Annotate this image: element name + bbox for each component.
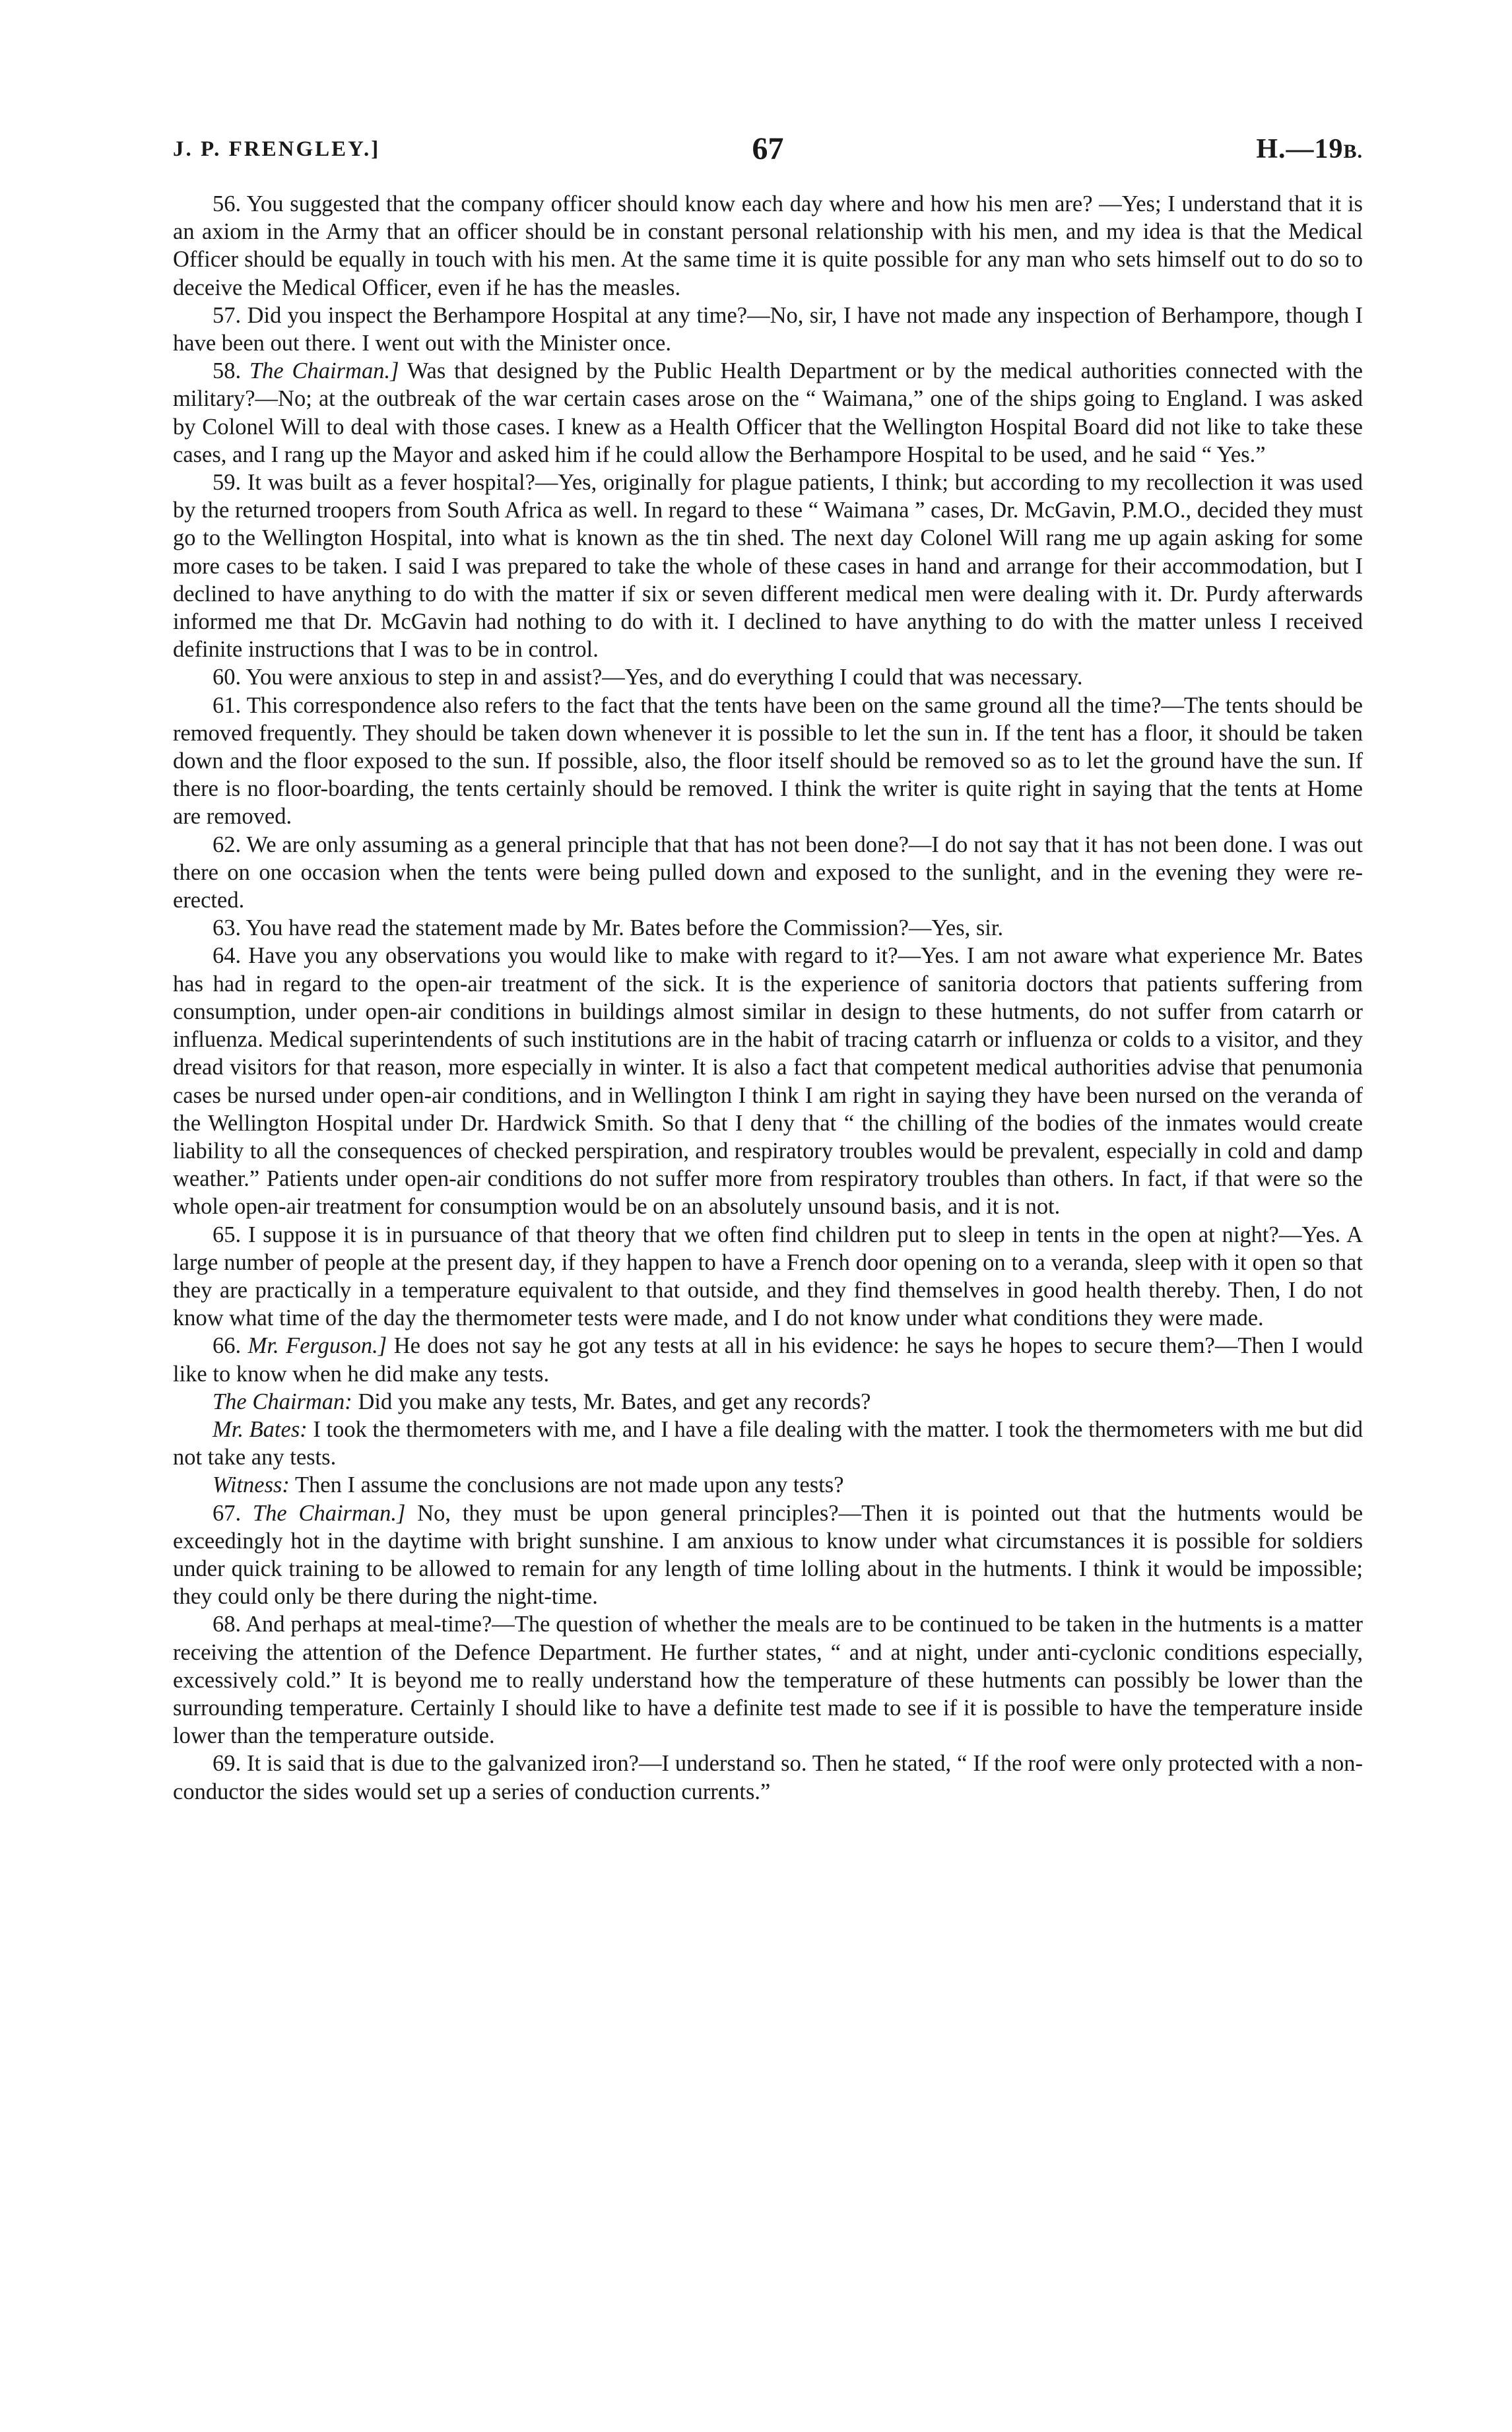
exchange-chairman — [173, 1388, 1363, 1416]
question-number: 69. — [213, 1751, 242, 1777]
paragraph-58 — [173, 357, 1363, 469]
speaker-label: Mr. Bates: — [213, 1416, 308, 1442]
question-number: 68. — [213, 1612, 242, 1637]
paragraph-67 — [173, 1499, 1363, 1611]
paragraph-text: No, they must be upon general principles?—Then it is pointed out that the hutments would be exceedingly hot in the daytime with bright sunshine. I am anxious to know under what circumstances it is possible for soldiers under quick training to be allowed to remain for any length of time lolling about in the hutments. I think it would be impossible; they could only be there during the night-time. — [173, 1500, 1364, 1610]
witness-name: J. P. FRENGLEY.] — [173, 137, 381, 161]
paragraph-text: Have you any observations you would like to make with regard to it?—Yes. I am not aware what experience Mr. Bates has had in regard to the open-air treatment of the sick. It is the experience of sanitoria doctors that patients suffering from consumption, under open-air conditions in buildings almost similar in design to these hutments, do not suffer from catarrh or influenza. Medical superintendents of such institutions are in the habit of tracing catarrh or influenza or colds to a visitor, and they dread visitors for that reason, more especially in winter. It is also a fact that competent medical authorities advise that penumonia cases be nursed under open-air conditions, and in Wellington I think I am right in saying they have been nursed on the veranda of the Wellington Hospital under Dr. Hardwick Smith. So that I deny that “ the chilling of the bodies of the inmates would create liability to all the consequences of checked perspiration, and respiratory troubles would be prevalent, especially in cold and damp weather.” Patients under open-air conditions do not suffer more from respiratory troubles than others. In fact, if that were so the whole open-air treatment for consumption would be on an absolutely unsound basis, and it is not. — [173, 943, 1364, 1220]
paragraph-text: Was that designed by the Public Health Department or by the medical authorities connected with the military?—No; at the outbreak of the war certain cases arose on the “ Waimana,” one of the ships going to England. I was asked by Colonel Will to deal with those cases. I knew as a Health Officer that the Wellington Hospital Board did not like to take these cases, and I rang up the Mayor and asked him if he could allow the Berhampore Hospital to be used, and he said “ Yes.” — [173, 358, 1363, 467]
question-number: 67. — [213, 1500, 242, 1526]
paragraph-64 — [173, 942, 1363, 1220]
paragraph-57 — [173, 302, 1363, 357]
speaker-label: Witness: — [213, 1472, 290, 1498]
question-number: 59. — [213, 470, 242, 496]
question-number: 63. — [213, 915, 242, 941]
paragraph-63 — [173, 914, 1363, 942]
exchange-bates — [173, 1416, 1363, 1471]
document-reference-main: H.—19 — [1256, 134, 1344, 164]
paragraph-text: Did you make any tests, Mr. Bates, and get any records? — [358, 1389, 871, 1414]
paragraph-text: You have read the statement made by Mr. Bates before the Commission?—Yes, sir. — [246, 915, 1004, 941]
paragraph-60 — [173, 663, 1363, 691]
paragraph-69 — [173, 1750, 1363, 1805]
question-number: 64. — [213, 943, 242, 969]
question-number: 62. — [213, 832, 242, 857]
paragraph-68 — [173, 1610, 1363, 1750]
paragraph-text: Did you inspect the Berhampore Hospital at any time?—No, sir, I have not made any inspection of Berhampore, though I have been out there. I went out with the Minister once. — [173, 302, 1364, 356]
paragraph-65 — [173, 1221, 1363, 1332]
paragraph-text: I took the thermometers with me, and I have a file dealing with the matter. I took the thermometers with me but did not take any tests. — [173, 1416, 1364, 1470]
speaker-label: The Chairman: — [213, 1389, 352, 1414]
question-number: 61. — [213, 692, 242, 718]
question-number: 60. — [213, 665, 242, 690]
paragraph-text: This correspondence also refers to the fact that the tents have been on the same ground all the time?—The tents should be removed frequently. They should be taken down whenever it is possible to let the sun in. If the tent has a floor, it should be taken down and the floor exposed to the sun. If possible, also, the floor itself should be removed so as to let the ground have the sun. If there is no floor-boarding, the tents certainly should be removed. I think the writer is quite right in saying that the tents at Home are removed. — [173, 692, 1363, 830]
paragraph-text: You suggested that the company officer should know each day where and how his men are? —Yes; I understand that it is an axiom in the Army that an officer should be in constant personal relationship with his men, and my idea is that the Medical Officer should be equally in touch with his men. At the same time it is quite possible for any man who sets himself out to do so to deceive the Medical Officer, even if he has the measles. — [173, 191, 1363, 300]
question-number: 56. — [213, 191, 242, 216]
paragraph-59 — [173, 469, 1363, 663]
paragraph-text: He does not say he got any tests at all in his evidence: he says he hopes to secure them?—Then I would like to know when he did make any tests. — [173, 1333, 1364, 1387]
paragraph-text: I suppose it is in pursuance of that theory that we often find children put to sleep in tents in the open at night?—Yes. A large number of people at the present day, if they happen to have a French door opening on to a veranda, sleep with it open so that they are practically in a temperature equivalent to that outside, and they find themselves in good health thereby. Then, I do not know what time of the day the thermometer tests were made, and I do not know under what conditions they were made. — [173, 1222, 1364, 1331]
paragraph-text: Then I assume the conclusions are not made upon any tests? — [294, 1472, 844, 1498]
speaker-label: The Chairman.] — [249, 358, 399, 384]
question-number: 65. — [213, 1222, 242, 1247]
question-number: 58. — [213, 358, 242, 384]
paragraph-text: It is said that is due to the galvanized iron?—I understand so. Then he stated, “ If the roof were only protected with a non-conductor the sides would set up a series of conduction currents.” — [173, 1751, 1363, 1804]
document-reference — [1256, 133, 1363, 165]
question-number: 57. — [213, 302, 242, 328]
paragraph-text: We are only assuming as a general principle that that has not been done?—I do not say that it has not been done. I was out there on one occasion when the tents were being pulled down and exposed to the sunlight, and in the evening they were re-erected. — [173, 832, 1363, 913]
paragraph-66 — [173, 1332, 1363, 1387]
speaker-label: Mr. Ferguson.] — [247, 1333, 387, 1359]
paragraph-56 — [173, 190, 1363, 302]
paragraph-text: And perhaps at meal-time?—The question of whether the meals are to be continued to be taken in the hutments is a matter receiving the attention of the Defence Department. He further states, “ and at night, under anti-cyclonic conditions especially, excessively cold.” It is beyond me to really understand how the temperature of these hutments can possibly be lower than the surrounding temperature. Certainly I should like to have a definite test made to see if it is possible to have the temperature inside lower than the temperature outside. — [173, 1612, 1363, 1749]
question-number: 66. — [213, 1333, 242, 1359]
paragraph-text: You were anxious to step in and assist?—Yes, and do everything I could that was necessary. — [246, 665, 1083, 690]
paragraph-61 — [173, 692, 1363, 831]
paragraph-62 — [173, 831, 1363, 915]
exchange-witness — [173, 1471, 1363, 1499]
document-reference-suffix: B. — [1343, 141, 1363, 162]
page-number: 67 — [752, 131, 784, 166]
page-header — [173, 131, 1363, 170]
paragraph-text: It was built as a fever hospital?—Yes, originally for plague patients, I think; but according to my recollection it was used by the returned troopers from South Africa as well. In regard to these “ Waimana ” cases, Dr. McGavin, P.M.O., decided they must go to the Wellington Hospital, into what is known as the tin shed. The next day Colonel Will rang me up again asking for some more cases to be taken. I said I was prepared to take the whole of these cases in hand and arrange for their accommodation, but I declined to have anything to do with the matter if six or seven different medical men were dealing with it. Dr. Purdy afterwards informed me that Dr. McGavin had nothing to do with it. I declined to have anything to do with the matter unless I received definite instructions that I was to be in control. — [173, 470, 1363, 663]
transcript-body — [173, 190, 1363, 1806]
speaker-label: The Chairman.] — [252, 1500, 406, 1526]
